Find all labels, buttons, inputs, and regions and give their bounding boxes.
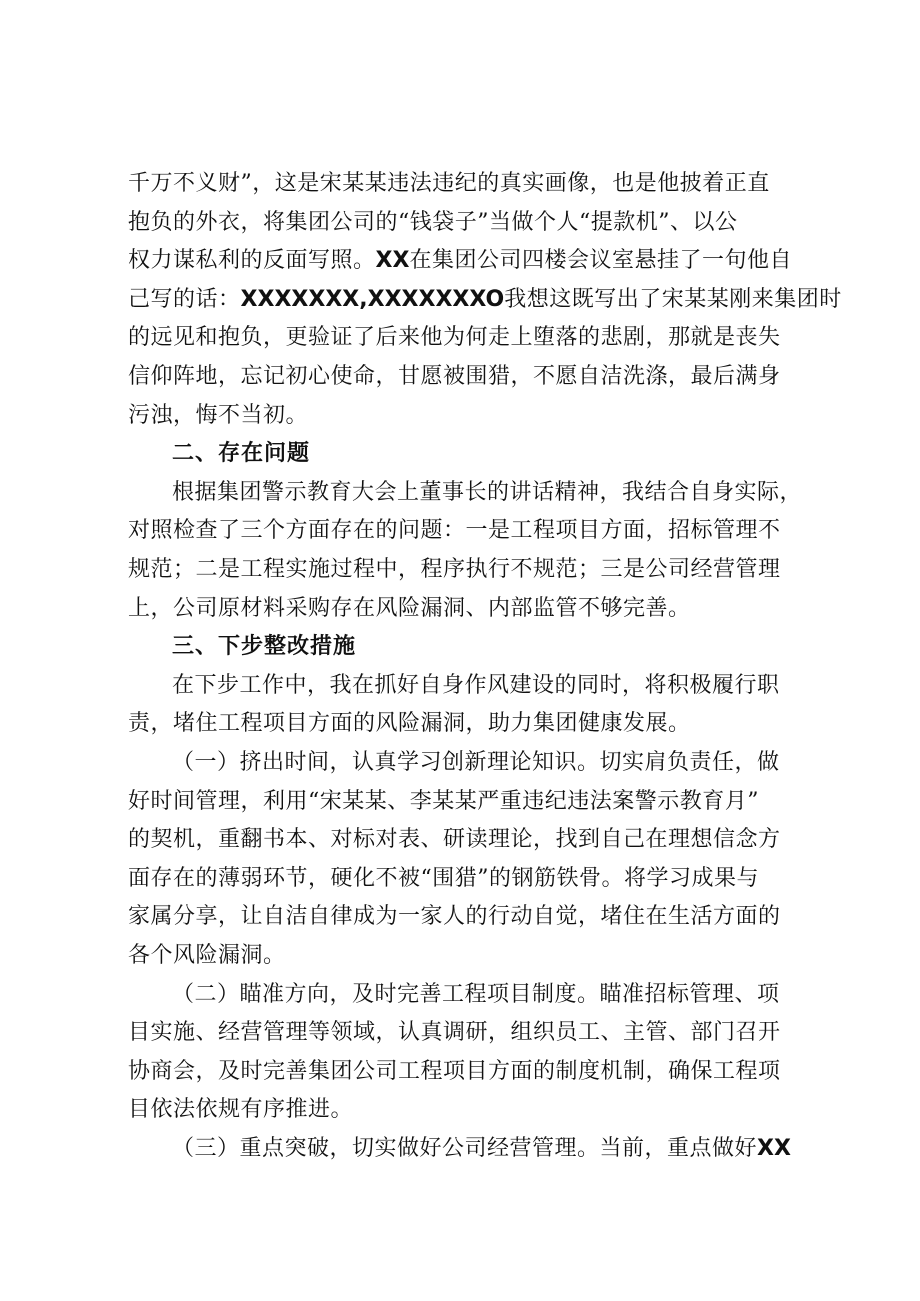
text-line xyxy=(128,396,808,436)
text-segment: 上，公司原材料采购存在风险漏洞、内部监管不够完善。 xyxy=(128,595,691,621)
text-line xyxy=(128,203,808,243)
text-line xyxy=(128,550,808,590)
text-line xyxy=(128,782,808,822)
text-segment: 家属分享，让自洁自律成为一家人的行动自觉，堵住在生活方面的 xyxy=(128,904,781,930)
text-line xyxy=(128,820,808,860)
text-segment: 三、下步整改措施 xyxy=(172,634,357,660)
text-line xyxy=(128,704,808,744)
text-segment: （二）瞄准方向，及时完善工程项目制度。瞄准招标管理、项 xyxy=(172,981,780,1007)
text-segment: （三）重点突破，切实做好公司经营管理。当前，重点做好 xyxy=(172,1136,758,1161)
text-segment: 权力谋私利的反面写照。 xyxy=(128,248,376,274)
text-line xyxy=(128,1090,808,1130)
text-segment: 面存在的薄弱环节，硬化不被“围猎”的钢筋铁骨。将学习成果与 xyxy=(128,865,759,891)
text-segment: 信仰阵地，忘记初心使命，甘愿被围猎，不愿自洁洗涤，最后满身 xyxy=(128,364,781,389)
text-segment: 责，堵住工程项目方面的风险漏洞，助力集团健康发展。 xyxy=(128,711,691,737)
placeholder-text: XXXXXXX,XXXXXXXO xyxy=(240,286,505,312)
text-segment: 根据集团警示教育大会上董事长的讲话精神，我结合自身实际， xyxy=(172,479,803,505)
text-segment: 目实施、经营管理等领域，认真调研，组织员工、主管、部门召开 xyxy=(128,1020,781,1046)
placeholder-text: XX xyxy=(757,1136,791,1161)
text-line xyxy=(128,589,808,629)
text-segment: 好时间管理，利用“宋某某、李某某严重违纪违法案警示教育月” xyxy=(128,788,759,814)
text-line xyxy=(128,280,842,320)
text-segment: 我想这既写出了宋某某刚来集团时 xyxy=(504,286,842,312)
text-segment: 目依法依规有序推进。 xyxy=(128,1097,354,1123)
text-segment: 二、存在问题 xyxy=(172,441,311,467)
text-segment: （一）挤出时间，认真学习创新理论知识。切实肩负责任，做 xyxy=(172,750,780,775)
text-line xyxy=(128,357,808,397)
text-line xyxy=(128,936,808,976)
text-line xyxy=(128,511,808,551)
section-heading xyxy=(128,627,852,667)
text-line xyxy=(128,1052,808,1092)
text-line xyxy=(128,473,852,513)
text-segment: 千万不义财”，这是宋某某违法违纪的真实画像，也是他披着正直 xyxy=(128,171,770,196)
text-line xyxy=(128,666,852,706)
text-segment: 的远见和抱负，更验证了后来他为何走上堕落的悲剧，那就是丧失 xyxy=(128,325,781,351)
text-segment: 己写的话： xyxy=(128,286,241,312)
text-line xyxy=(128,1129,852,1169)
text-segment: 污浊，悔不当初。 xyxy=(128,402,309,428)
text-line xyxy=(128,1013,808,1053)
text-segment: 协商会，及时完善集团公司工程项目方面的制度机制，确保工程项 xyxy=(128,1058,781,1084)
text-line xyxy=(128,164,808,204)
text-segment: 各个风险漏洞。 xyxy=(128,943,286,968)
text-segment: 在集团公司四楼会议室悬挂了一句他自 xyxy=(409,248,792,274)
placeholder-text: XX xyxy=(375,248,410,274)
text-line xyxy=(128,743,852,783)
text-line xyxy=(128,975,852,1015)
text-line xyxy=(128,241,808,281)
text-segment: 抱负的外衣，将集团公司的“钱袋子”当做个人“提款机”、以公 xyxy=(128,209,738,235)
text-line xyxy=(128,897,808,937)
section-heading xyxy=(128,434,852,474)
text-segment: 规范；二是工程实施过程中，程序执行不规范；三是公司经营管理 xyxy=(128,557,781,582)
text-line xyxy=(128,859,808,899)
text-segment: 在下步工作中，我在抓好自身作风建设的同时，将积极履行职 xyxy=(172,672,780,698)
text-segment: 的契机，重翻书本、对标对表、研读理论，找到自己在理想信念方 xyxy=(128,827,781,853)
text-line xyxy=(128,318,808,358)
text-segment: 对照检查了三个方面存在的问题：一是工程项目方面，招标管理不 xyxy=(128,518,781,544)
